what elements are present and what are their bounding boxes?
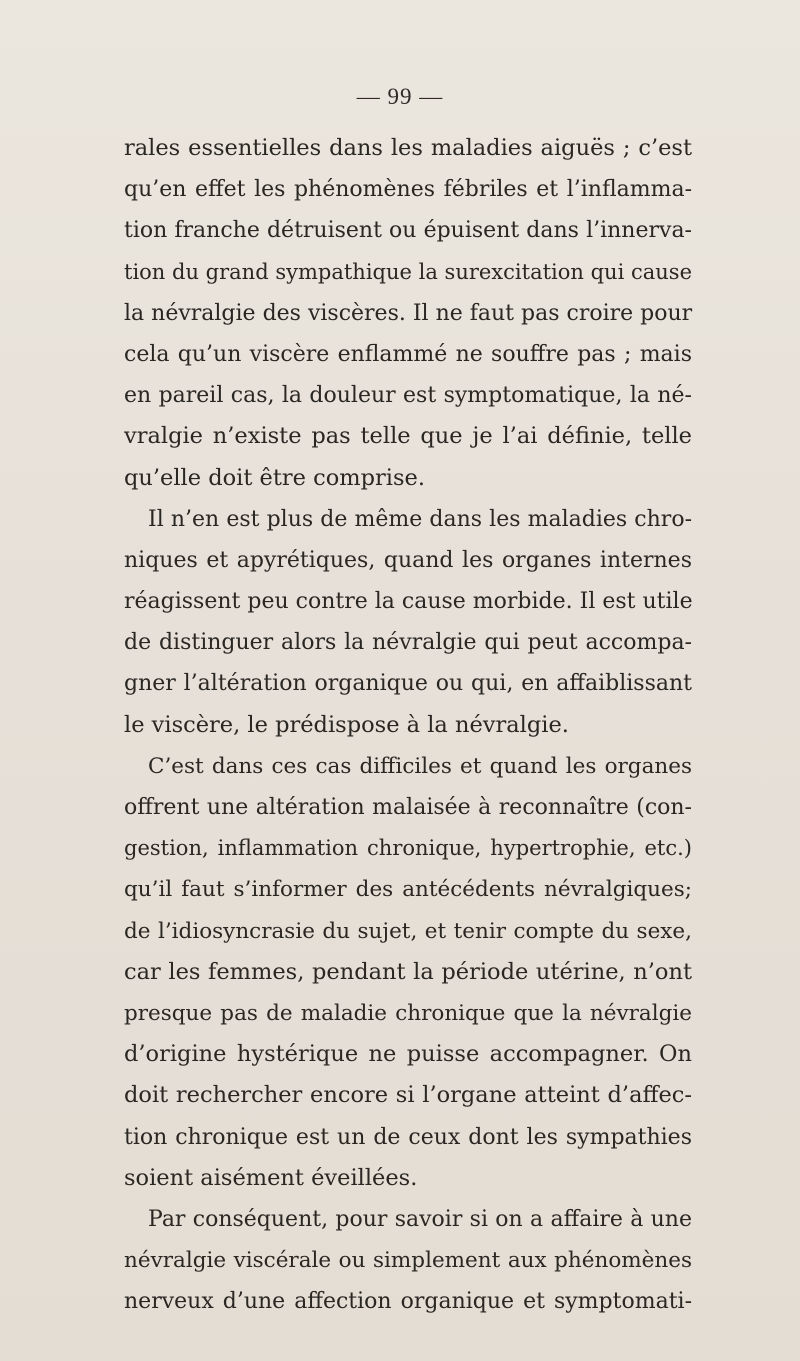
text-line: névralgie viscérale ou simplement aux phénomènes	[124, 1248, 692, 1274]
text-line: en pareil cas, la douleur est symptomatique, la né-	[124, 383, 692, 409]
text-line: vralgie n’existe pas telle que je l’ai définie, telle	[124, 423, 692, 450]
text-line: car les femmes, pendant la période utérine, n’ont	[124, 958, 692, 985]
text-line: de distinguer alors la névralgie qui peut accompa-	[124, 630, 692, 656]
page-number: — 99 —	[356, 84, 444, 109]
text-line: C’est dans ces cas difficiles et quand les organes	[148, 753, 692, 779]
text-line: tion du grand sympathique la surexcitation qui cause	[124, 259, 692, 284]
text-line: niques et apyrétiques, quand les organes internes	[124, 547, 692, 573]
text-line: offrent une altération malaisée à reconnaître (con-	[124, 795, 692, 820]
text-line: la névralgie des viscères. Il ne faut pas croire pour	[124, 300, 693, 326]
text-line: d’origine hystérique ne puisse accompagner. On	[124, 1041, 692, 1068]
text-line: nerveux d’une affection organique et symptomati-	[124, 1289, 692, 1315]
text-line: cela qu’un viscère enflammé ne souffre pas ; mais	[124, 341, 692, 367]
text-line: qu’il faut s’informer des antécédents névralgiques;	[124, 877, 692, 903]
text-line: soient aisément éveillées.	[124, 1164, 418, 1191]
text-line: Il n’en est plus de même dans les maladies chro-	[148, 506, 692, 532]
text-line: qu’en effet les phénomènes fébriles et l’inflamma-	[124, 177, 692, 203]
text-line: Par conséquent, pour savoir si on a affaire à une	[148, 1206, 692, 1232]
text-line: presque pas de maladie chronique que la névralgie	[124, 1000, 692, 1026]
text-line: gner l’altération organique ou qui, en affaiblissant	[124, 671, 692, 697]
body-text	[124, 128, 692, 1322]
text-line: gestion, inflammation chronique, hypertrophie, etc.)	[124, 836, 692, 861]
text-line: tion chronique est un de ceux dont les sympathies	[124, 1124, 692, 1150]
text-line: rales essentielles dans les maladies aiguës ; c’est	[124, 135, 692, 161]
text-line: tion franche détruisent ou épuisent dans l’innerva-	[124, 218, 692, 244]
text-line: le viscère, le prédispose à la névralgie.	[124, 711, 569, 738]
text-line: doit rechercher encore si l’organe atteint d’affec-	[124, 1082, 692, 1109]
text-line: qu’elle doit être comprise.	[124, 464, 425, 491]
text-line: de l’idiosyncrasie du sujet, et tenir compte du sexe,	[124, 918, 692, 944]
text-line: réagissent peu contre la cause morbide. Il est utile	[124, 589, 693, 615]
